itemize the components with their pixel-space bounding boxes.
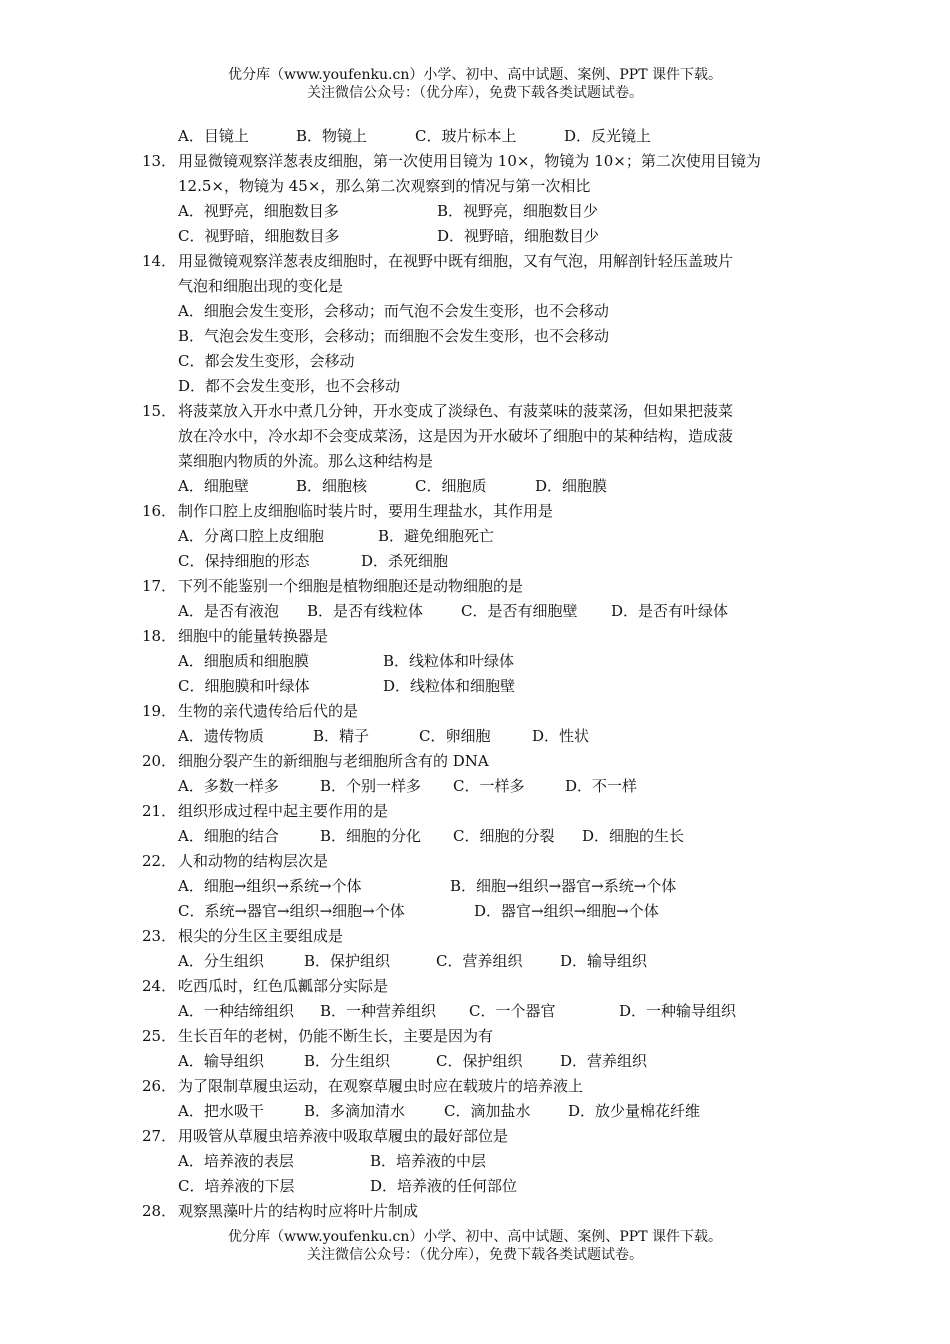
q15-text-line-1: 将菠菜放入开水中煮几分钟，开水变成了淡绿色、有菠菜味的菠菜汤，但如果把菠菜 xyxy=(178,402,734,420)
q21-option-d: D．细胞的生长 xyxy=(582,827,685,845)
q14-option-d: D．都不会发生变形，也不会移动 xyxy=(178,377,401,395)
q19-option-b: B．精子 xyxy=(313,727,370,745)
q12-option-d: D．反光镜上 xyxy=(564,127,652,145)
q17-options xyxy=(0,599,950,624)
q18-options-row-1 xyxy=(0,649,950,674)
q14-number: 14． xyxy=(142,252,177,270)
q26-options xyxy=(0,1099,950,1124)
q27-option-d: D．培养液的任何部位 xyxy=(370,1177,518,1195)
q24-option-b: B．一种营养组织 xyxy=(320,1002,437,1020)
q21-option-a: A．细胞的结合 xyxy=(178,827,279,845)
q25-number: 25． xyxy=(142,1027,177,1045)
q28-number: 28． xyxy=(142,1202,177,1220)
q24-option-d: D．一种输导组织 xyxy=(619,1002,737,1020)
q14-text-line-2: 气泡和细胞出现的变化是 xyxy=(178,277,344,295)
q16-option-c: C．保持细胞的形态 xyxy=(178,552,310,570)
q13-options-row-1 xyxy=(0,199,950,224)
q14-option-c-row xyxy=(0,349,950,374)
q22-stem xyxy=(0,849,950,874)
q15-options xyxy=(0,474,950,499)
q26-stem xyxy=(0,1074,950,1099)
q13-number: 13． xyxy=(142,152,177,170)
q18-option-d: D．线粒体和细胞壁 xyxy=(383,677,516,695)
q15-text-line-3: 菜细胞内物质的外流。那么这种结构是 xyxy=(178,452,434,470)
q16-options-row-1 xyxy=(0,524,950,549)
q25-option-d: D．营养组织 xyxy=(560,1052,648,1070)
q17-number: 17． xyxy=(142,577,177,595)
q26-text: 为了限制草履虫运动，在观察草履虫时应在载玻片的培养液上 xyxy=(178,1077,584,1095)
q16-number: 16． xyxy=(142,502,177,520)
q24-stem xyxy=(0,974,950,999)
q22-text: 人和动物的结构层次是 xyxy=(178,852,329,870)
footer-line-2: 关注微信公众号：（优分库），免费下载各类试题试卷。 xyxy=(307,1247,643,1263)
q19-option-c: C．卵细胞 xyxy=(419,727,491,745)
q24-text: 吃西瓜时，红色瓜瓤部分实际是 xyxy=(178,977,389,995)
header-line-1: 优分库（www.youfenku.cn）小学、初中、高中试题、案例、PPT 课件下载。 xyxy=(227,67,722,83)
q14-option-d-row xyxy=(0,374,950,399)
q21-stem xyxy=(0,799,950,824)
q15-number: 15． xyxy=(142,402,177,420)
q21-number: 21． xyxy=(142,802,177,820)
q15-stem-cont-2 xyxy=(0,449,950,474)
q16-text: 制作口腔上皮细胞临时装片时，要用生理盐水，其作用是 xyxy=(178,502,554,520)
q19-options xyxy=(0,724,950,749)
q20-option-c: C．一样多 xyxy=(453,777,525,795)
question-list xyxy=(0,124,950,1224)
q23-option-a: A．分生组织 xyxy=(178,952,264,970)
q25-option-c: C．保护组织 xyxy=(436,1052,523,1070)
q20-option-d: D．不一样 xyxy=(565,777,638,795)
q20-stem xyxy=(0,749,950,774)
q16-option-d: D．杀死细胞 xyxy=(361,552,449,570)
q13-options-row-2 xyxy=(0,224,950,249)
q24-option-c: C．一个器官 xyxy=(469,1002,556,1020)
q17-option-b: B．是否有线粒体 xyxy=(307,602,424,620)
q15-option-c: C．细胞质 xyxy=(415,477,487,495)
q25-stem xyxy=(0,1024,950,1049)
q27-text: 用吸管从草履虫培养液中吸取草履虫的最好部位是 xyxy=(178,1127,509,1145)
q16-stem xyxy=(0,499,950,524)
q17-stem xyxy=(0,574,950,599)
q15-option-a: A．细胞壁 xyxy=(178,477,249,495)
q27-options-row-2 xyxy=(0,1174,950,1199)
q24-option-a: A．一种结缔组织 xyxy=(178,1002,294,1020)
q14-option-b: B．气泡会发生变形，会移动；而细胞不会发生变形，也不会移动 xyxy=(178,327,610,345)
q14-option-b-row xyxy=(0,324,950,349)
q23-option-b: B．保护组织 xyxy=(304,952,391,970)
q26-number: 26． xyxy=(142,1077,177,1095)
q18-options-row-2 xyxy=(0,674,950,699)
q13-text-line-1: 用显微镜观察洋葱表皮细胞，第一次使用目镜为 10×，物镜为 10×；第二次使用目镜为 xyxy=(178,152,761,170)
q27-option-a: A．培养液的表层 xyxy=(178,1152,294,1170)
q18-option-a: A．细胞质和细胞膜 xyxy=(178,652,309,670)
q13-option-c: C．视野暗，细胞数目多 xyxy=(178,227,340,245)
page-header xyxy=(0,66,950,102)
q24-options xyxy=(0,999,950,1024)
q17-option-c: C．是否有细胞壁 xyxy=(461,602,578,620)
q20-text: 细胞分裂产生的新细胞与老细胞所含有的 DNA xyxy=(178,752,489,770)
q15-stem-cont-1 xyxy=(0,424,950,449)
q21-option-c: C．细胞的分裂 xyxy=(453,827,555,845)
q22-number: 22． xyxy=(142,852,177,870)
q17-option-a: A．是否有液泡 xyxy=(178,602,279,620)
q14-option-a-row xyxy=(0,299,950,324)
q21-option-b: B．细胞的分化 xyxy=(320,827,422,845)
q12-options xyxy=(0,124,950,149)
q19-option-d: D．性状 xyxy=(532,727,590,745)
q28-text: 观察黑藻叶片的结构时应将叶片制成 xyxy=(178,1202,419,1220)
q20-option-a: A．多数一样多 xyxy=(178,777,279,795)
q24-number: 24． xyxy=(142,977,177,995)
q23-text: 根尖的分生区主要组成是 xyxy=(178,927,344,945)
header-line-2: 关注微信公众号：（优分库），免费下载各类试题试卷。 xyxy=(307,85,643,101)
page-footer xyxy=(0,1228,950,1264)
q25-option-a: A．输导组织 xyxy=(178,1052,264,1070)
q12-option-c: C．玻片标本上 xyxy=(415,127,517,145)
q17-text: 下列不能鉴别一个细胞是植物细胞还是动物细胞的是 xyxy=(178,577,524,595)
q22-options-row-2 xyxy=(0,899,950,924)
q20-number: 20． xyxy=(142,752,177,770)
q27-options-row-1 xyxy=(0,1149,950,1174)
footer-line-1: 优分库（www.youfenku.cn）小学、初中、高中试题、案例、PPT 课件下载。 xyxy=(227,1229,722,1245)
q14-text-line-1: 用显微镜观察洋葱表皮细胞时，在视野中既有细胞，又有气泡，用解剖针轻压盖玻片 xyxy=(178,252,734,270)
q27-number: 27． xyxy=(142,1127,177,1145)
q26-option-c: C．滴加盐水 xyxy=(444,1102,531,1120)
q18-text: 细胞中的能量转换器是 xyxy=(178,627,329,645)
q25-options xyxy=(0,1049,950,1074)
q26-option-d: D．放少量棉花纤维 xyxy=(568,1102,701,1120)
q13-option-d: D．视野暗，细胞数目少 xyxy=(437,227,600,245)
q27-stem xyxy=(0,1124,950,1149)
q17-option-d: D．是否有叶绿体 xyxy=(611,602,729,620)
q12-option-b: B．物镜上 xyxy=(296,127,368,145)
q22-option-d: D．器官→组织→细胞→个体 xyxy=(474,902,659,920)
q13-text-line-2: 12.5×，物镜为 45×，那么第二次观察到的情况与第一次相比 xyxy=(178,177,591,195)
q15-stem xyxy=(0,399,950,424)
q18-option-b: B．线粒体和叶绿体 xyxy=(383,652,515,670)
q14-option-c: C．都会发生变形，会移动 xyxy=(178,352,355,370)
q26-option-b: B．多滴加清水 xyxy=(304,1102,406,1120)
q14-stem xyxy=(0,249,950,274)
q16-option-b: B．避免细胞死亡 xyxy=(378,527,495,545)
q19-stem xyxy=(0,699,950,724)
q25-option-b: B．分生组织 xyxy=(304,1052,391,1070)
q23-option-c: C．营养组织 xyxy=(436,952,523,970)
q22-option-a: A．细胞→组织→系统→个体 xyxy=(178,877,362,895)
q14-stem-cont xyxy=(0,274,950,299)
q23-options xyxy=(0,949,950,974)
q22-options-row-1 xyxy=(0,874,950,899)
q18-number: 18． xyxy=(142,627,177,645)
q15-option-b: B．细胞核 xyxy=(296,477,368,495)
q27-option-b: B．培养液的中层 xyxy=(370,1152,487,1170)
q18-option-c: C．细胞膜和叶绿体 xyxy=(178,677,310,695)
q23-stem xyxy=(0,924,950,949)
q28-stem xyxy=(0,1199,950,1224)
q20-options xyxy=(0,774,950,799)
q25-text: 生长百年的老树，仍能不断生长，主要是因为有 xyxy=(178,1027,494,1045)
q19-text: 生物的亲代遗传给后代的是 xyxy=(178,702,359,720)
q26-option-a: A．把水吸干 xyxy=(178,1102,264,1120)
q22-option-c: C．系统→器官→组织→细胞→个体 xyxy=(178,902,405,920)
q16-option-a: A．分离口腔上皮细胞 xyxy=(178,527,324,545)
q14-option-a: A．细胞会发生变形，会移动；而气泡不会发生变形，也不会移动 xyxy=(178,302,609,320)
q20-option-b: B．个别一样多 xyxy=(320,777,422,795)
q23-option-d: D．输导组织 xyxy=(560,952,648,970)
q19-number: 19． xyxy=(142,702,177,720)
q15-option-d: D．细胞膜 xyxy=(535,477,608,495)
q27-option-c: C．培养液的下层 xyxy=(178,1177,295,1195)
q13-option-b: B．视野亮，细胞数目少 xyxy=(437,202,599,220)
q12-option-a: A．目镜上 xyxy=(178,127,249,145)
q13-option-a: A．视野亮，细胞数目多 xyxy=(178,202,339,220)
q23-number: 23． xyxy=(142,927,177,945)
q21-options xyxy=(0,824,950,849)
q22-option-b: B．细胞→组织→器官→系统→个体 xyxy=(450,877,677,895)
q13-stem xyxy=(0,149,950,174)
q15-text-line-2: 放在冷水中，冷水却不会变成菜汤，这是因为开水破坏了细胞中的某种结构，造成菠 xyxy=(178,427,734,445)
q13-stem-cont xyxy=(0,174,950,199)
q19-option-a: A．遗传物质 xyxy=(178,727,264,745)
q18-stem xyxy=(0,624,950,649)
q16-options-row-2 xyxy=(0,549,950,574)
q21-text: 组织形成过程中起主要作用的是 xyxy=(178,802,389,820)
